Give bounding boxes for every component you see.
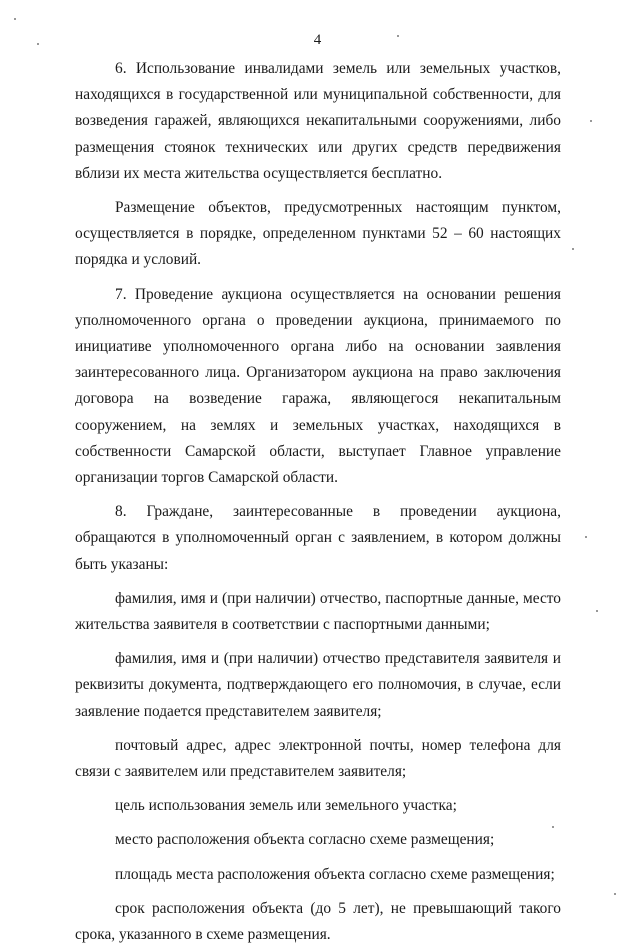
scan-speck [590,120,592,122]
list-item-contact-address: почтовый адрес, адрес электронной почты, номер телефона для связи с заявителем или представителем заявителя; [75,736,561,781]
list-item-object-location: место расположения объекта согласно схеме размещения; [115,831,495,849]
list-item-representative-name: фамилия, имя и (при наличии) отчество представителя заявителя и реквизиты документа, подтверждающего его полномочия, в случае, если заявление подается представителем заявителя; [75,650,561,720]
scan-speck [14,18,16,20]
list-item-land-purpose: цель использования земель или земельного участка; [115,797,457,815]
paragraph-6-placement: Размещение объектов, предусмотренных настоящим пунктом, осуществляется в порядке, определенном пунктами 52 – 60 настоящих порядка и условий. [75,199,561,269]
scan-speck [614,893,616,895]
scan-speck [572,248,574,250]
scan-speck [585,536,587,538]
scan-speck [37,43,39,45]
list-item-object-area: площадь места расположения объекта согласно схеме размещения; [115,865,555,883]
page-number: 4 [313,32,322,48]
scan-speck [596,610,598,612]
paragraph-8: 8. Граждане, заинтересованные в проведении аукциона, обращаются в уполномоченный орган с заявлением, в котором должны быть указаны: [75,503,561,573]
list-item-applicant-name: фамилия, имя и (при наличии) отчество, паспортные данные, место жительства заявителя в соответствии с паспортными данными; [75,589,561,634]
paragraph-6: 6. Использование инвалидами земель или земельных участков, находящихся в государственной или муниципальной собственности, для возведения гаражей, являющихся некапитальными сооружениями, либо размещения стоянок технических или других средств передвижения вблизи их места жительства осуществляется бесплатно. [75,60,561,182]
paragraph-7: 7. Проведение аукциона осуществляется на основании решения уполномоченного органа о проведении аукциона, принимаемого по инициативе уполномоченного органа либо на основании заявления заинтересованного лица. Организатором аукциона на право заключения договора на возведение гаража, являющегося некапитальным сооружением, на землях и земельных участках, находящихся в собственности Самарской области, выступает Главное управление организации торгов Самарской области. [75,285,561,487]
scan-speck [397,35,399,37]
document-body [75,56,561,948]
scan-speck [552,826,554,828]
list-item-object-term: срок расположения объекта (до 5 лет), не превышающий такого срока, указанного в схеме размещения. [75,899,561,944]
